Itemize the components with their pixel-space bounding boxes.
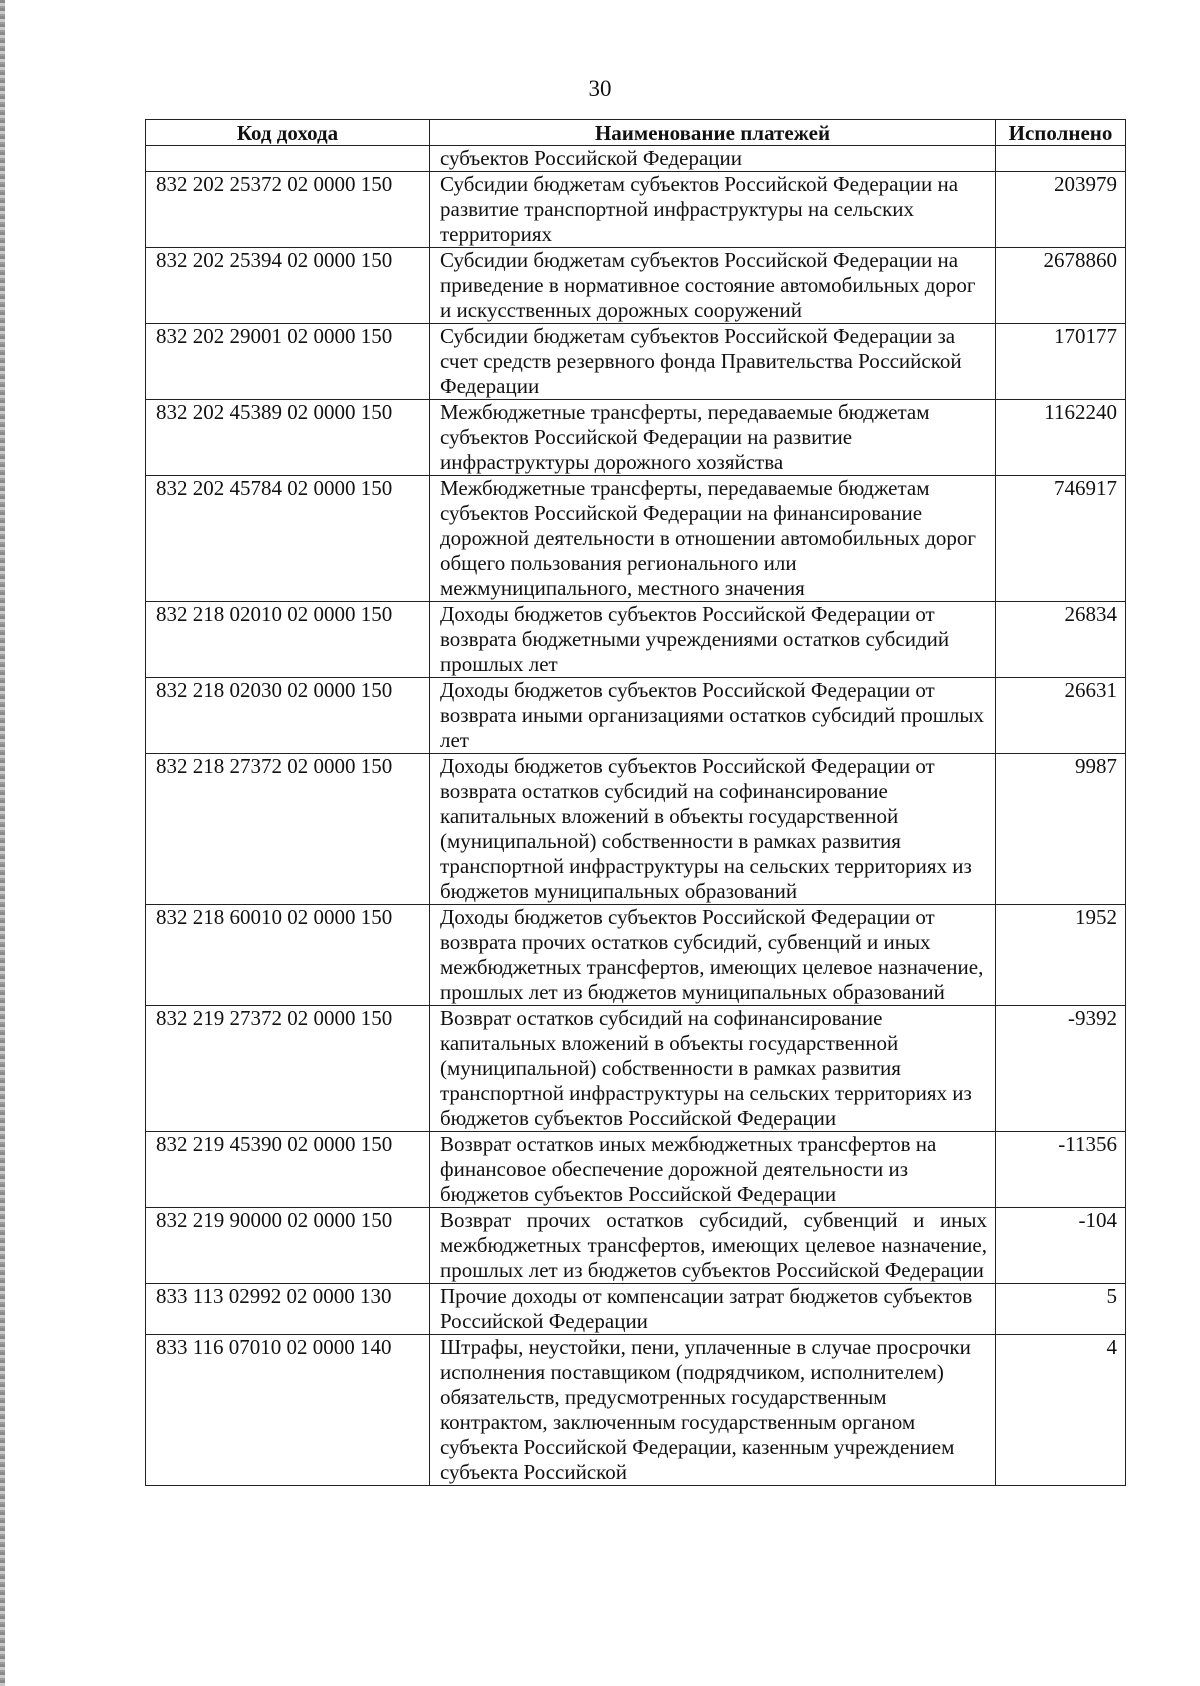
row-code	[146, 146, 430, 172]
row-name: Доходы бюджетов субъектов Российской Федерации от возврата бюджетными учреждениями остатков субсидий прошлых лет	[430, 602, 996, 678]
row-name: Доходы бюджетов субъектов Российской Федерации от возврата прочих остатков субсидий, субвенций и иных межбюджетных трансфертов, имеющих целевое назначение, прошлых лет из бюджетов муниципальных образований	[430, 905, 996, 1006]
row-amount: 26834	[996, 602, 1126, 678]
row-amount: -104	[996, 1208, 1126, 1284]
row-code: 832 202 45389 02 0000 150	[146, 400, 430, 476]
row-name: Возврат остатков субсидий на софинансирование капитальных вложений в объекты государственной (муниципальной) собственности в рамках развития транспортной инфраструктуры на сельских территориях из бюджетов субъектов Российской Федерации	[430, 1006, 996, 1132]
row-code: 832 218 02030 02 0000 150	[146, 678, 430, 754]
row-code: 833 113 02992 02 0000 130	[146, 1284, 430, 1335]
row-amount: -11356	[996, 1132, 1126, 1208]
row-code: 832 218 27372 02 0000 150	[146, 754, 430, 905]
row-name: Субсидии бюджетам субъектов Российской Федерации на приведение в нормативное состояние автомобильных дорог и искусственных дорожных сооружений	[430, 248, 996, 324]
row-code: 832 202 25394 02 0000 150	[146, 248, 430, 324]
row-amount: 9987	[996, 754, 1126, 905]
row-amount: 1162240	[996, 400, 1126, 476]
row-code: 832 219 90000 02 0000 150	[146, 1208, 430, 1284]
row-amount: -9392	[996, 1006, 1126, 1132]
row-name: Возврат прочих остатков субсидий, субвенций и иных межбюджетных трансфертов, имеющих целевое назначение, прошлых лет из бюджетов субъектов Российской Федерации	[430, 1208, 996, 1284]
row-amount	[996, 146, 1126, 172]
row-amount: 5	[996, 1284, 1126, 1335]
table-header-row	[146, 120, 1126, 146]
row-name: Межбюджетные трансферты, передаваемые бюджетам субъектов Российской Федерации на развитие инфраструктуры дорожного хозяйства	[430, 400, 996, 476]
row-code: 833 116 07010 02 0000 140	[146, 1335, 430, 1486]
row-code: 832 219 27372 02 0000 150	[146, 1006, 430, 1132]
table-row	[146, 754, 1126, 905]
table-row	[146, 1284, 1126, 1335]
row-amount: 170177	[996, 324, 1126, 400]
header-amount: Исполнено	[996, 120, 1126, 146]
row-name: Субсидии бюджетам субъектов Российской Федерации на развитие транспортной инфраструктуры на сельских территориях	[430, 172, 996, 248]
row-code: 832 202 25372 02 0000 150	[146, 172, 430, 248]
row-code: 832 202 45784 02 0000 150	[146, 476, 430, 602]
row-name: Межбюджетные трансферты, передаваемые бюджетам субъектов Российской Федерации на финансирование дорожной деятельности в отношении автомобильных дорог общего пользования регионального или межмуниципального, местного значения	[430, 476, 996, 602]
row-amount: 2678860	[996, 248, 1126, 324]
row-amount: 4	[996, 1335, 1126, 1486]
table-row	[146, 248, 1126, 324]
scan-edge	[0, 0, 5, 1686]
row-name: субъектов Российской Федерации	[430, 146, 996, 172]
table-row	[146, 400, 1126, 476]
row-amount: 746917	[996, 476, 1126, 602]
revenue-table	[145, 119, 1126, 1486]
table-row	[146, 324, 1126, 400]
table-row	[146, 476, 1126, 602]
table-row	[146, 602, 1126, 678]
row-code: 832 218 02010 02 0000 150	[146, 602, 430, 678]
row-name: Доходы бюджетов субъектов Российской Федерации от возврата остатков субсидий на софинансирование капитальных вложений в объекты государственной (муниципальной) собственности в рамках развития транспортной инфраструктуры на сельских территориях из бюджетов муниципальных образований	[430, 754, 996, 905]
table-row	[146, 146, 1126, 172]
table-row	[146, 1006, 1126, 1132]
table-row	[146, 1132, 1126, 1208]
header-name: Наименование платежей	[430, 120, 996, 146]
row-name: Штрафы, неустойки, пени, уплаченные в случае просрочки исполнения поставщиком (подрядчиком, исполнителем) обязательств, предусмотренных государственным контрактом, заключенным государственным органом субъекта Российской Федерации, казенным учреждением субъекта Российской	[430, 1335, 996, 1486]
row-code: 832 202 29001 02 0000 150	[146, 324, 430, 400]
page-number: 30	[588, 76, 612, 101]
row-name: Прочие доходы от компенсации затрат бюджетов субъектов Российской Федерации	[430, 1284, 996, 1335]
row-name: Субсидии бюджетам субъектов Российской Федерации за счет средств резервного фонда Правительства Российской Федерации	[430, 324, 996, 400]
table-row	[146, 1208, 1126, 1284]
row-code: 832 219 45390 02 0000 150	[146, 1132, 430, 1208]
table-row	[146, 172, 1126, 248]
table-row	[146, 1335, 1126, 1486]
row-name: Возврат остатков иных межбюджетных трансфертов на финансовое обеспечение дорожной деятельности из бюджетов субъектов Российской Федерации	[430, 1132, 996, 1208]
row-name: Доходы бюджетов субъектов Российской Федерации от возврата иными организациями остатков субсидий прошлых лет	[430, 678, 996, 754]
row-amount: 1952	[996, 905, 1126, 1006]
row-amount: 26631	[996, 678, 1126, 754]
table-row	[146, 905, 1126, 1006]
row-code: 832 218 60010 02 0000 150	[146, 905, 430, 1006]
table-row	[146, 678, 1126, 754]
row-amount: 203979	[996, 172, 1126, 248]
header-code: Код дохода	[146, 120, 430, 146]
